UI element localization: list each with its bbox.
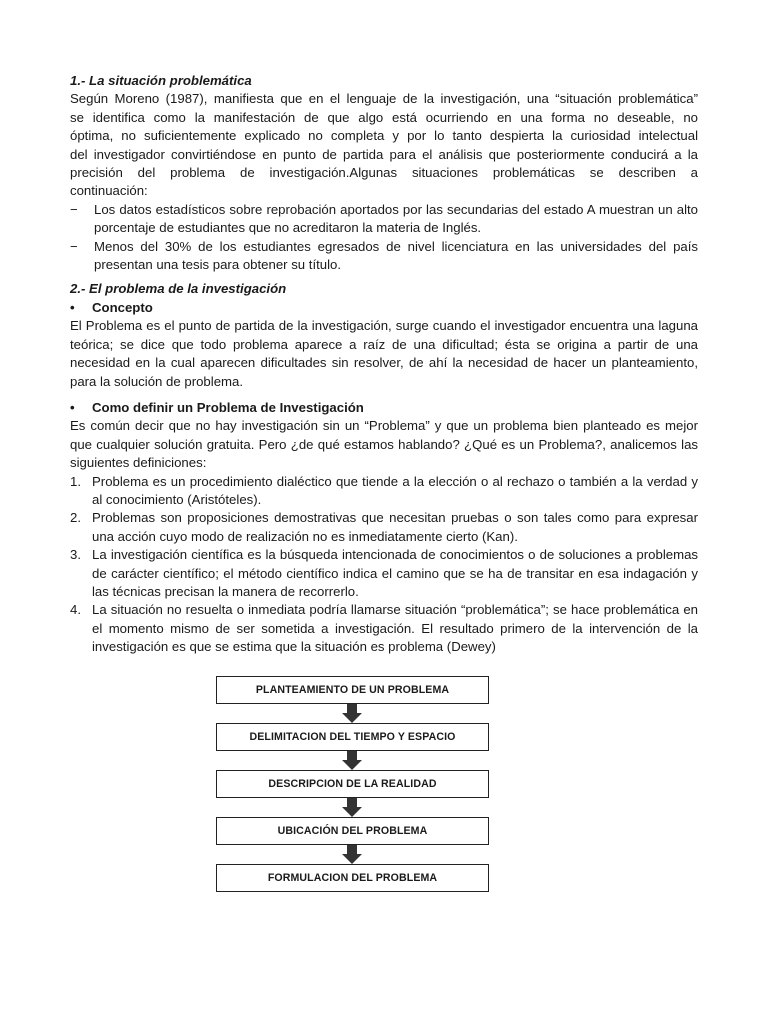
dash-bullet: − bbox=[70, 201, 78, 217]
definition-item bbox=[70, 546, 698, 601]
definition-number: 4. bbox=[70, 602, 81, 618]
define-paragraph: Es común decir que no hay investigación sin un “Problema” y que un problema bien planteado es mejor que cualquier solución gratuita. Pero ¿de qué estamos hablando? ¿Qué es un Problema?, analicemos las siguientes definiciones: bbox=[70, 418, 698, 471]
definition-item bbox=[70, 509, 698, 546]
flow-step: DESCRIPCION DE LA REALIDAD bbox=[216, 770, 489, 798]
flow-step: UBICACIÓN DEL PROBLEMA bbox=[216, 817, 489, 845]
flow-step: DELIMITACION DEL TIEMPO Y ESPACIO bbox=[216, 723, 489, 751]
flow-step: FORMULACION DEL PROBLEMA bbox=[216, 864, 489, 892]
define-label: Como definir un Problema de Investigación bbox=[92, 399, 364, 415]
section1-line: óptima, no suficientemente explicado no completa y por lo tanto despierta la curiosidad intelectual bbox=[70, 128, 698, 144]
section1-line: se identifica como la manifestación de que algo está ocurriendo en una forma no deseable, no bbox=[70, 109, 698, 125]
section1-line: Según Moreno (1987), manifiesta que en el lenguaje de la investigación, una “situación problemática” bbox=[70, 91, 698, 107]
section1-heading: 1.- La situación problemática bbox=[70, 73, 252, 88]
definition-text: La situación no resuelta o inmediata podría llamarse situación “problemática”; se hace problemática en el momento mismo de ser sometida a investigación. El resultado primero de la intervención de la investigación es que se estima que la situación es problema (Dewey) bbox=[92, 602, 698, 655]
concept-subheading bbox=[70, 299, 698, 317]
list-item bbox=[70, 201, 698, 238]
dash-bullet: − bbox=[70, 238, 78, 254]
definition-item bbox=[70, 601, 698, 656]
define-subheading bbox=[70, 399, 698, 417]
definition-number: 1. bbox=[70, 473, 81, 489]
down-arrow-icon bbox=[216, 751, 489, 770]
flowchart bbox=[216, 676, 490, 892]
section1-line: continuación: bbox=[70, 183, 148, 199]
document-page bbox=[70, 72, 698, 657]
section1-line: precisión del problema de investigación.Algunas situaciones problemáticas se describen a bbox=[70, 165, 698, 181]
concept-paragraph: El Problema es el punto de partida de la investigación, surge cuando el investigador encuentra una laguna teórica; se dice que todo problema aparece a raíz de una dificultad; ésta se origina a partir de una necesidad en la cual aparecen dificultades sin resolver, de ahí la necesidad de hacer un planteamiento, para la solución de problema. bbox=[70, 318, 698, 389]
concept-label: Concepto bbox=[92, 299, 153, 315]
down-arrow-icon bbox=[216, 704, 489, 723]
flow-step: PLANTEAMIENTO DE UN PROBLEMA bbox=[216, 676, 489, 704]
definition-item bbox=[70, 473, 698, 510]
bullet-text: Los datos estadísticos sobre reprobación aportados por las secundarias del estado A muestran un alto porcentaje de estudiantes que no acreditaron la materia de Inglés. bbox=[94, 201, 698, 236]
bullet-dot: • bbox=[70, 399, 75, 415]
bullet-text: Menos del 30% de los estudiantes egresados de nivel licenciatura en las universidades del país presentan una tesis para obtener su título. bbox=[94, 238, 698, 273]
down-arrow-icon bbox=[216, 798, 489, 817]
list-item bbox=[70, 238, 698, 275]
bullet-dot: • bbox=[70, 299, 75, 315]
down-arrow-icon bbox=[216, 845, 489, 864]
definition-number: 3. bbox=[70, 547, 81, 563]
definition-text: Problema es un procedimiento dialéctico que tiende a la elección o al rechazo o también a la verdad y al conocimiento (Aristóteles). bbox=[92, 473, 698, 507]
section2-heading: 2.- El problema de la investigación bbox=[70, 281, 287, 297]
definition-text: Problemas son proposiciones demostrativas que necesitan pruebas o son tales como para expresar una acción cuyo modo de realización no es inmediatamente cierto (Kan). bbox=[92, 510, 698, 544]
definition-text: La investigación científica es la búsqueda intencionada de conocimientos o de soluciones a problemas de carácter científico; el método científico indica el camino que se ha de transitar en esa indagación y las técnicas precisan la manera de recorrerlo. bbox=[92, 547, 698, 599]
section1-paragraph bbox=[70, 90, 698, 200]
section1-line: del investigador convirtiéndose en punto de partida para el análisis que posteriormente conducirá a la bbox=[70, 146, 698, 162]
definition-number: 2. bbox=[70, 510, 81, 526]
